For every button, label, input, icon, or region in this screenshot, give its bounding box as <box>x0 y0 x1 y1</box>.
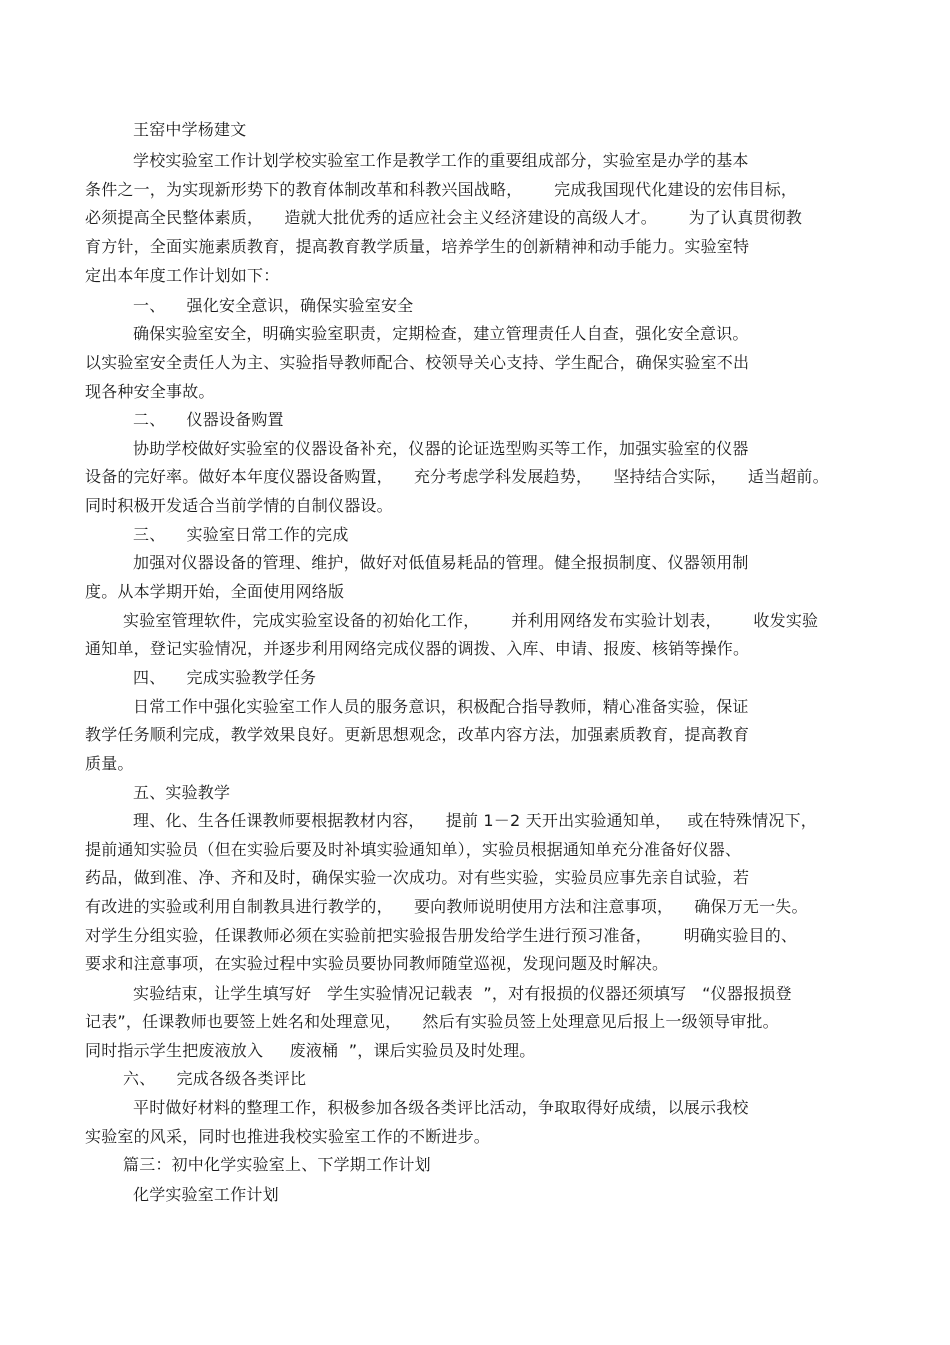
paragraph-line: 条件之一，为实现新形势下的教育体制改革和科教兴国战略， 完成我国现代化建设的宏伟目标， <box>85 180 798 199</box>
section-heading: 化学实验室工作计划 <box>133 1185 279 1204</box>
section-heading: 四、 完成实验教学任务 <box>133 668 317 687</box>
paragraph-line: 现各种安全事故。 <box>85 382 215 401</box>
author-line: 王窑中学杨建文 <box>133 120 247 139</box>
paragraph-line: 加强对仪器设备的管理、维护，做好对低值易耗品的管理。健全报损制度、仪器领用制 <box>133 553 749 572</box>
paragraph-line: 协助学校做好实验室的仪器设备补充，仪器的论证选型购买等工作，加强实验室的仪器 <box>133 439 749 458</box>
paragraph-line: 同时指示学生把废液放入 废液桶 ”，课后实验员及时处理。 <box>85 1041 536 1060</box>
paragraph-line: 理、化、生各任课教师要根据教材内容， 提前 1－2 天开出实验通知单， 或在特殊情况下， <box>133 811 817 830</box>
paragraph-line: 对学生分组实验，任课教师必须在实验前把实验报告册发给学生进行预习准备， 明确实验目的、 <box>85 926 798 945</box>
paragraph-line: 实验室管理软件，完成实验室设备的初始化工作， 并利用网络发布实验计划表， 收发实验 <box>123 611 819 630</box>
paragraph-line: 记表”，任课教师也要签上姓名和处理意见， 然后有实验员签上处理意见后报上一级领导审批。 <box>85 1012 779 1031</box>
paragraph-line: 度。从本学期开始，全面使用网络版 <box>85 582 345 601</box>
section-heading: 三、 实验室日常工作的完成 <box>133 525 349 544</box>
section-heading: 篇三：初中化学实验室上、下学期工作计划 <box>123 1155 431 1174</box>
paragraph-line: 必须提高全民整体素质， 造就大批优秀的适应社会主义经济建设的高级人才。 为了认真贯彻教 <box>85 208 803 227</box>
paragraph-line: 质量。 <box>85 754 134 773</box>
section-heading: 五、实验教学 <box>133 783 231 802</box>
paragraph-line: 提前通知实验员（但在实验后要及时补填实验通知单），实验员根据通知单充分准备好仪器、 <box>85 840 742 859</box>
paragraph-line: 要求和注意事项，在实验过程中实验员要协同教师随堂巡视，发现问题及时解决。 <box>85 954 669 973</box>
paragraph-line: 同时积极开发适合当前学情的自制仪器设。 <box>85 496 393 515</box>
paragraph-line: 日常工作中强化实验室工作人员的服务意识，积极配合指导教师，精心准备实验，保证 <box>133 697 749 716</box>
paragraph-line: 定出本年度工作计划如下： <box>85 266 280 285</box>
paragraph-line: 实验结束，让学生填写好 学生实验情况记载表 ”，对有报损的仪器还须填写 “仪器报损登 <box>133 984 792 1003</box>
paragraph-line: 实验室的风采，同时也推进我校实验室工作的不断进步。 <box>85 1127 491 1146</box>
paragraph-line: 学校实验室工作计划学校实验室工作是教学工作的重要组成部分，实验室是办学的基本 <box>133 151 749 170</box>
paragraph-line: 确保实验室安全，明确实验室职责，定期检查，建立管理责任人自查，强化安全意识。 <box>133 324 749 343</box>
paragraph-line: 教学任务顺利完成，教学效果良好。更新思想观念，改革内容方法，加强素质教育，提高教育 <box>85 725 750 744</box>
section-heading: 二、 仪器设备购置 <box>133 410 284 429</box>
section-heading: 六、 完成各级各类评比 <box>123 1069 307 1088</box>
section-heading: 一、 强化安全意识，确保实验室安全 <box>133 296 414 315</box>
paragraph-line: 药品，做到准、净、齐和及时，确保实验一次成功。对有些实验，实验员应事先亲自试验，若 <box>85 868 750 887</box>
paragraph-line: 平时做好材料的整理工作，积极参加各级各类评比活动，争取取得好成绩，以展示我校 <box>133 1098 749 1117</box>
paragraph-line: 育方针，全面实施素质教育，提高教育教学质量，培养学生的创新精神和动手能力。实验室特 <box>85 237 750 256</box>
paragraph-line: 设备的完好率。做好本年度仪器设备购置， 充分考虑学科发展趋势， 坚持结合实际， 适当超前。 <box>85 467 829 486</box>
paragraph-line: 有改进的实验或利用自制教具进行教学的， 要向教师说明使用方法和注意事项， 确保万无一失。 <box>85 897 808 916</box>
paragraph-line: 通知单，登记实验情况，并逐步利用网络完成仪器的调拨、入库、申请、报废、核销等操作。 <box>85 639 750 658</box>
paragraph-line: 以实验室安全责任人为主、实验指导教师配合、校领导关心支持、学生配合，确保实验室不出 <box>85 353 750 372</box>
